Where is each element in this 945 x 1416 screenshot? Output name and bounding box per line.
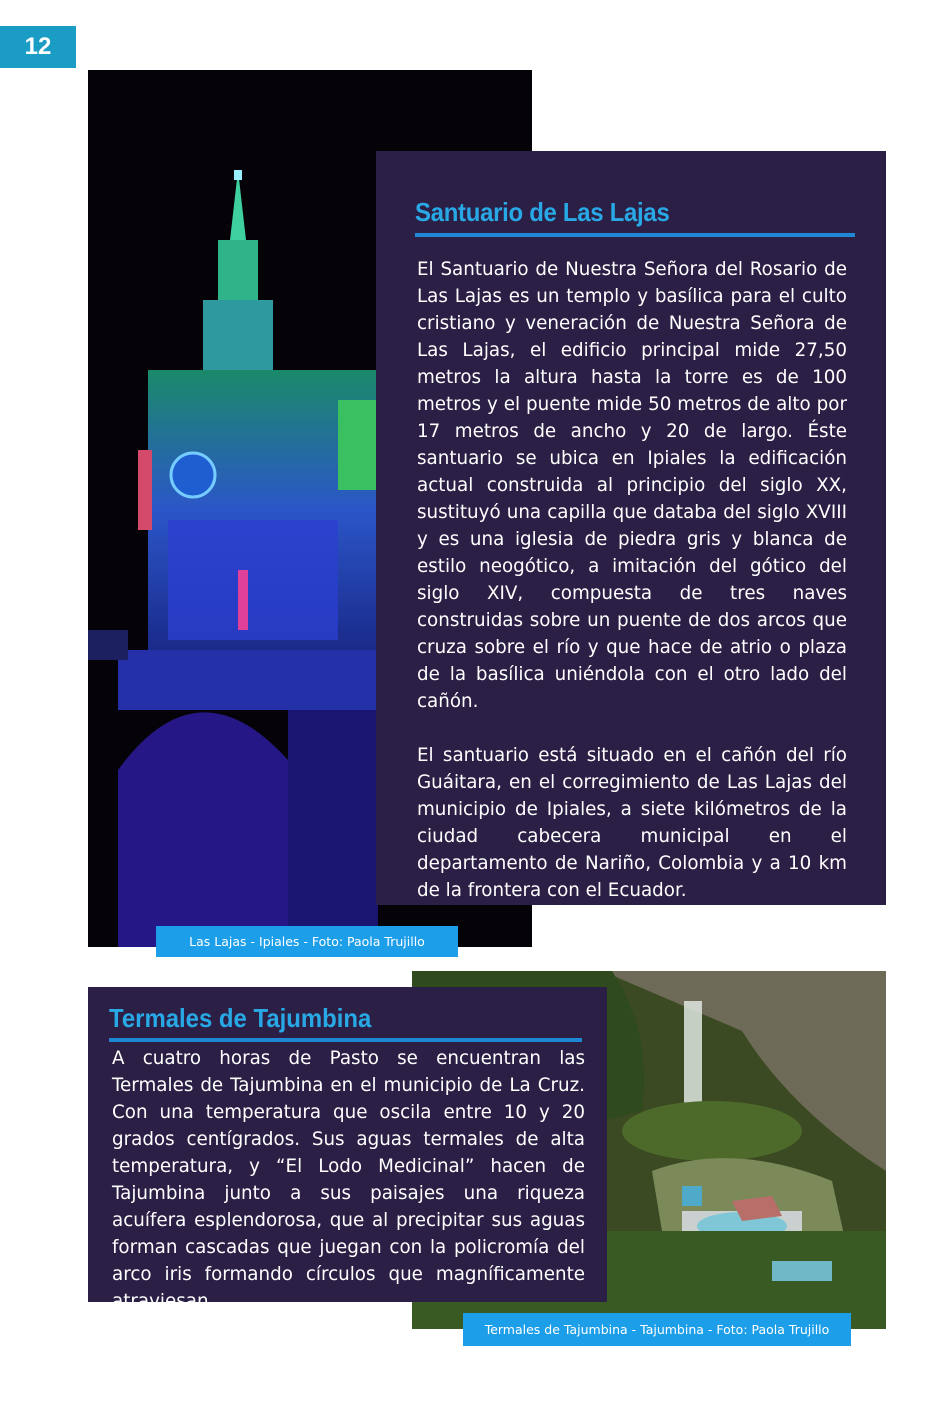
las-lajas-text-box bbox=[376, 151, 886, 905]
page-number: 12 bbox=[0, 26, 76, 68]
las-lajas-caption: Las Lajas - Ipiales - Foto: Paola Trujillo bbox=[156, 926, 458, 957]
tajumbina-body bbox=[112, 1045, 585, 1315]
tajumbina-title: Termales de Tajumbina bbox=[109, 1003, 372, 1033]
tajumbina-caption: Termales de Tajumbina - Tajumbina - Foto: Paola Trujillo bbox=[463, 1313, 851, 1346]
las-lajas-title: Santuario de Las Lajas bbox=[415, 197, 670, 227]
title-underline bbox=[415, 233, 855, 237]
las-lajas-body bbox=[417, 256, 847, 931]
paragraph: El santuario está situado en el cañón del río Guáitara, en el corregimiento de Las Lajas del municipio de Ipiales, a siete kilómetros de la ciudad cabecera municipal en el departamento de Nariño, Colombia y a 10 km de la frontera con el Ecuador. bbox=[417, 745, 847, 901]
title-underline bbox=[109, 1038, 582, 1042]
tajumbina-text-box bbox=[88, 987, 607, 1312]
paragraph: A cuatro horas de Pasto se encuentran las Termales de Tajumbina en el municipio de La Cruz. Con una temperatura que oscila entre 10 y 20 grados centígrados. Sus aguas termales de alta temperatura, y “El Lodo Medicinal” hacen de Tajumbina junto a sus paisajes una riqueza acuífera esplendorosa, que al precipitar sus aguas forman cascadas que juegan con la policromía del arco iris formando círculos que magníficamente atraviesan. bbox=[112, 1048, 585, 1312]
paragraph: El Santuario de Nuestra Señora del Rosario de Las Lajas es un templo y basílica para el culto cristiano y veneración de Nuestra Señora de Las Lajas, el edificio principal mide 27,50 metros la altura hasta la torre es de 100 metros y el puente mide 50 metros de alto por 17 metros de ancho y 20 de largo. Éste santuario se ubica en Ipiales la edificación actual construida al principio del siglo XX, sustituyó una capilla que databa del siglo XVIII y es una iglesia de piedra gris y blanca de estilo neogótico, a imitación del gótico del siglo XIV, compuesta de tres naves construidas sobre un puente de dos arcos que cruza sobre el río y que hace de atrio o plaza de la basílica uniéndola con el otro lado del cañón. bbox=[417, 259, 847, 712]
